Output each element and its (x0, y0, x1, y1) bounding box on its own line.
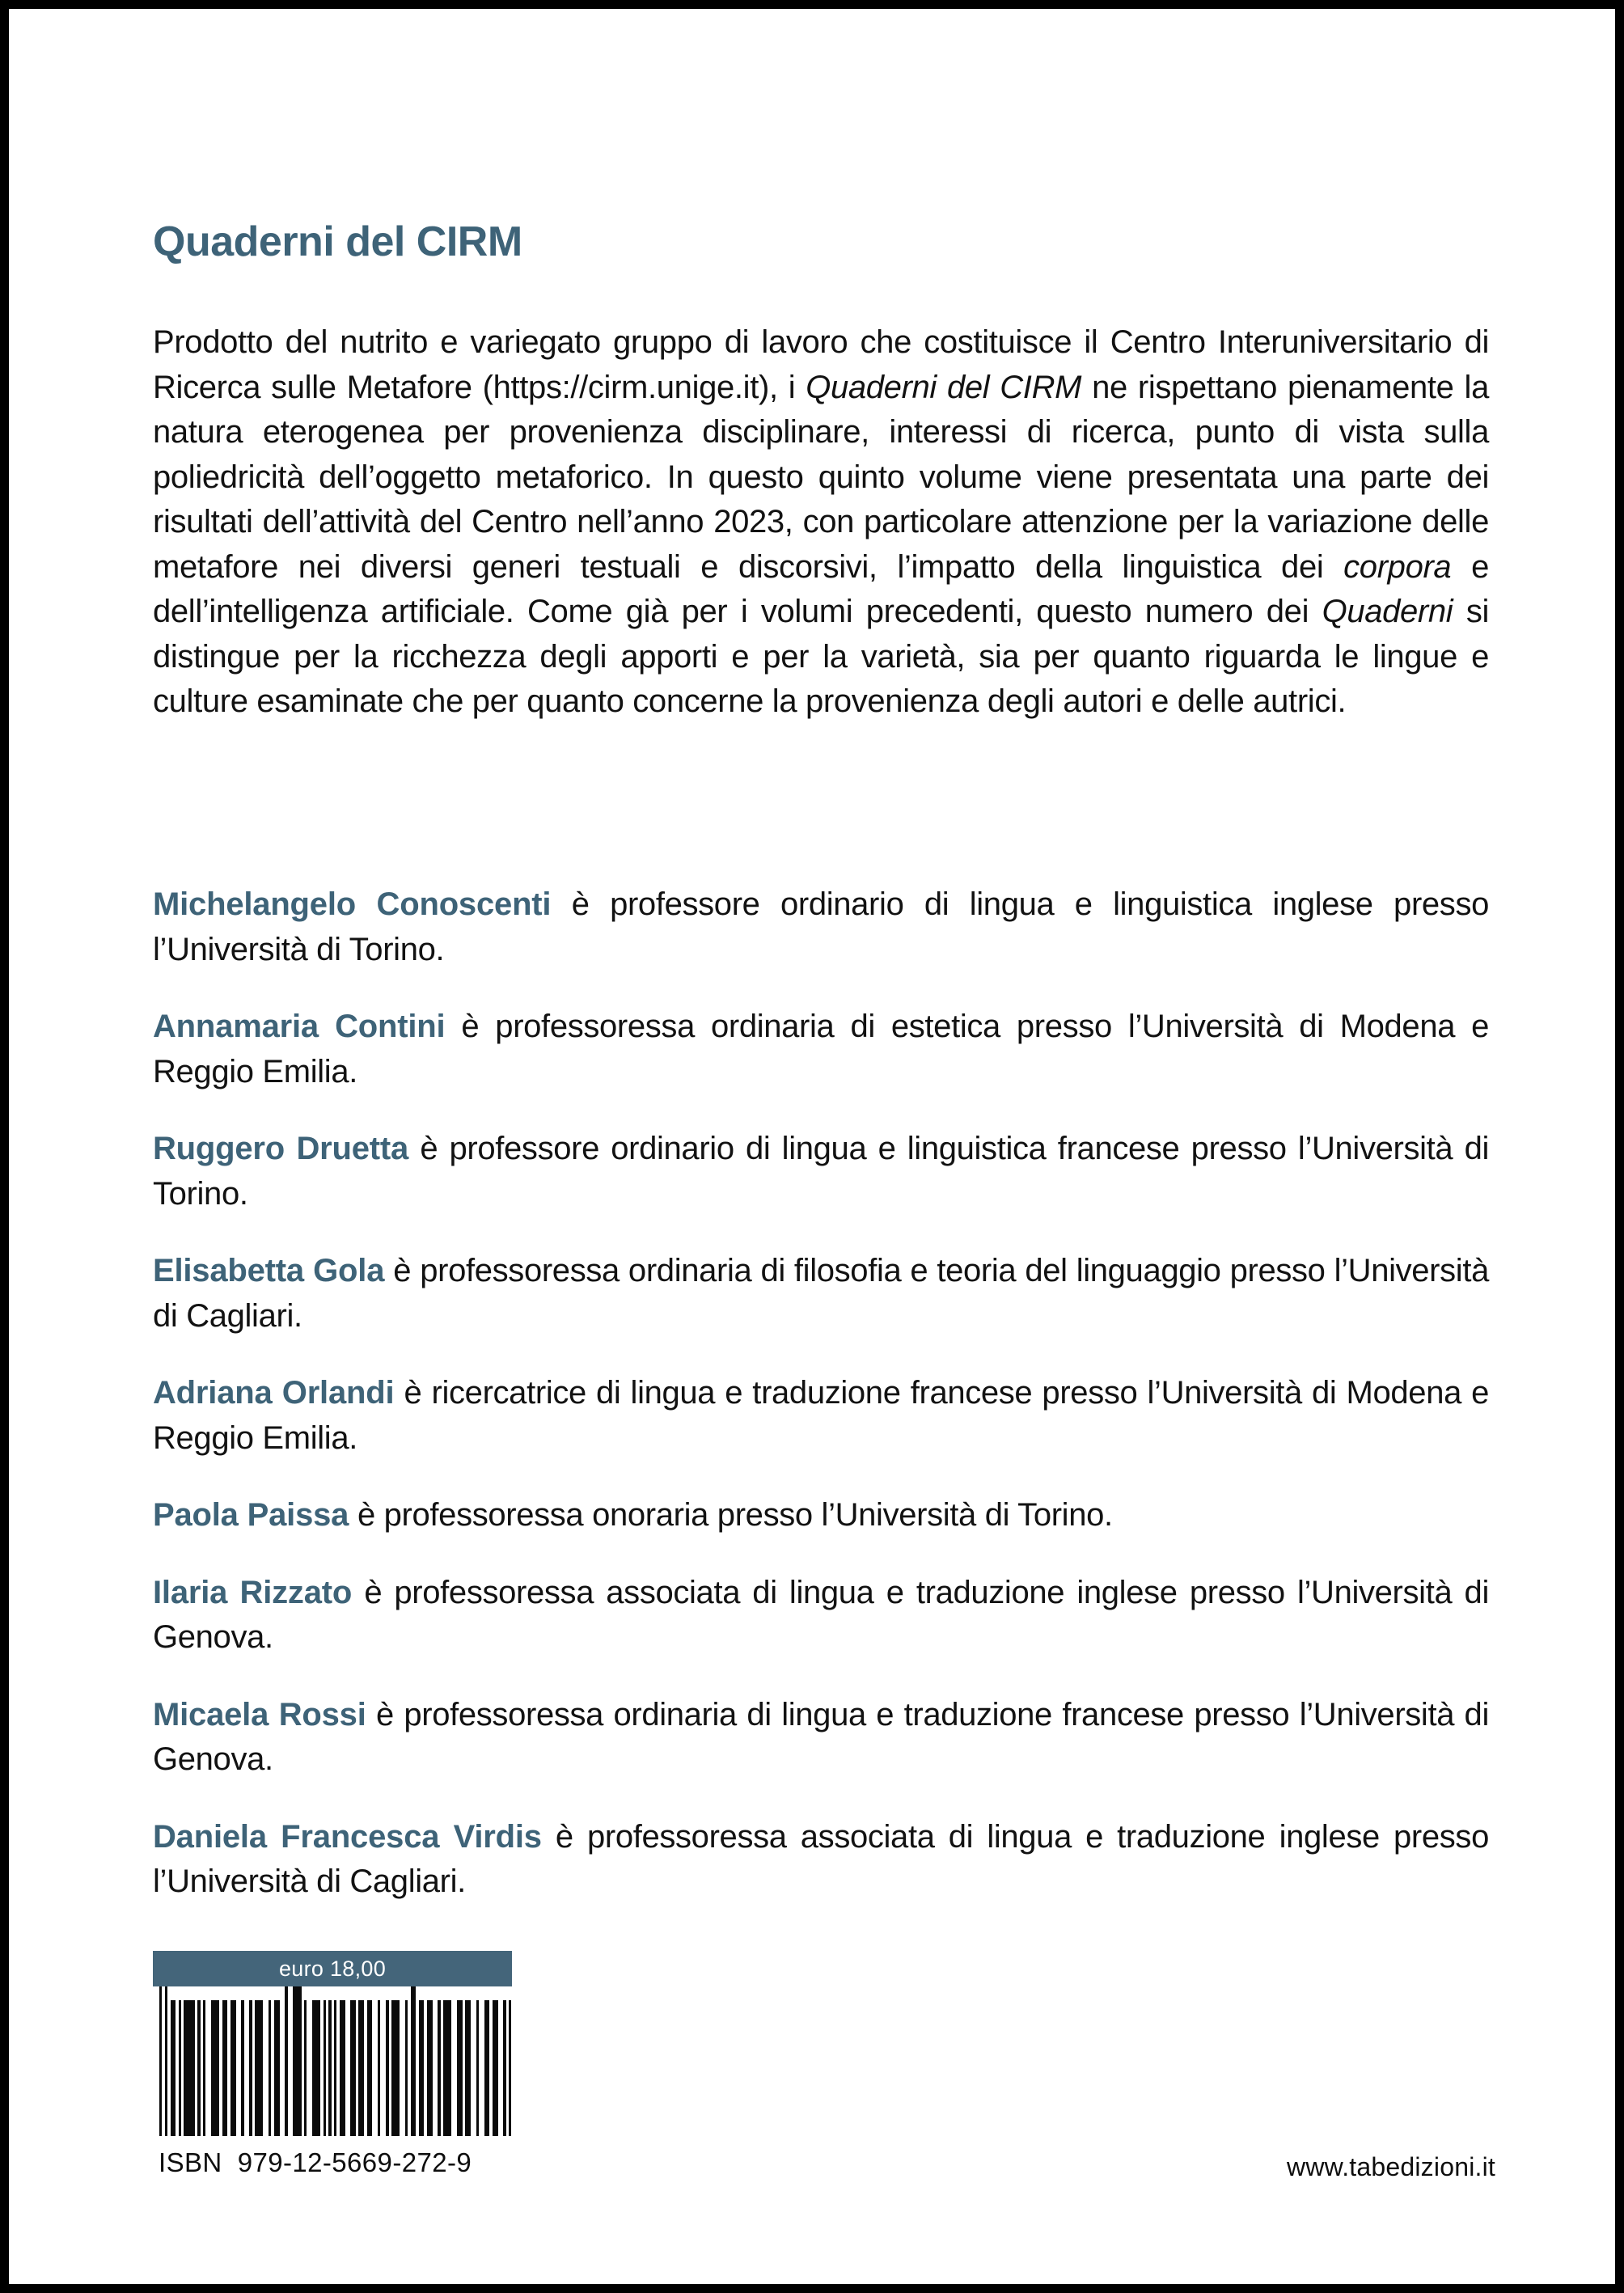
barcode-bar (367, 2000, 373, 2136)
barcode-space (479, 1986, 484, 2136)
barcode-space (380, 1986, 386, 2136)
barcode-bar (230, 2000, 236, 2136)
barcode-bar (211, 2000, 219, 2136)
barcode-bar (222, 2000, 228, 2136)
author-bio (153, 1005, 1489, 1094)
barcode-bar (484, 2000, 490, 2136)
intro-paragraph (153, 320, 1489, 725)
barcode-bar (274, 2000, 280, 2136)
isbn-label: ISBN 979-12-5669-272-9 (159, 2147, 472, 2177)
barcode-space (400, 1986, 405, 2136)
barcode-bar (255, 2000, 263, 2136)
barcode-bar (312, 2000, 320, 2136)
barcode-bar (293, 1986, 301, 2136)
page-title: Quaderni del CIRM (153, 218, 522, 265)
author-bio (153, 1815, 1489, 1905)
barcode-space (236, 1986, 242, 2136)
author-bio-list (153, 850, 1489, 1905)
barcode-space (280, 1986, 285, 2136)
author-bio (153, 882, 1489, 972)
barcode-bar (350, 2000, 356, 2136)
barcode-space (263, 1986, 269, 2136)
barcode-space (307, 1986, 312, 2136)
intro-text-run: Prodotto del nutrito e variegato gruppo di lavoro che costituisce il Centro Interuniversitario di Ricerca sulle Metafore (https://cirm.unige.it), i (153, 324, 1489, 405)
author-description: è ricercatrice di lingua e traduzione francese presso l’Università di Modena e Reggio Emilia. (153, 1375, 1489, 1456)
barcode-space (433, 1986, 438, 2136)
author-description: è professore ordinario di lingua e linguistica inglese presso l’Università di Torino. (153, 886, 1490, 967)
barcode-bar (443, 2000, 451, 2136)
barcode-space (498, 1986, 504, 2136)
intro-italic-run: Quaderni (1322, 594, 1453, 629)
barcode-bar (493, 2000, 498, 2136)
author-bio (153, 1571, 1489, 1661)
publisher-website[interactable]: www.tabedizioni.it (1287, 2152, 1495, 2181)
author-name: Elisabetta Gola (153, 1253, 385, 1288)
author-description: è professoressa associata di lingua e traduzione inglese presso l’Università di Cagliari. (153, 1818, 1489, 1899)
author-name: Ruggero Druetta (153, 1131, 409, 1166)
author-description: è professoressa associata di lingua e traduzione inglese presso l’Università di Genova. (153, 1574, 1489, 1655)
author-name: Daniela Francesca Virdis (153, 1818, 542, 1855)
barcode-bar (171, 2000, 176, 2136)
barcode-space (345, 1986, 351, 2136)
author-name: Michelangelo Conoscenti (153, 886, 552, 922)
intro-text-run: si distingue per la ricchezza degli apporti e per la varietà, sia per quanto riguarda le lingue e culture esaminate che per quanto concerne la provenienza degli autori e delle autrici. (153, 594, 1489, 719)
barcode-bar (391, 2000, 400, 2136)
barcode-bar (465, 2000, 471, 2136)
author-name: Ilaria Rizzato (153, 1574, 353, 1610)
cover-content (153, 9, 1495, 2284)
author-name: Annamaria Contini (153, 1009, 446, 1044)
intro-italic-run: Quaderni del CIRM (806, 369, 1082, 405)
intro-italic-run: corpora (1343, 548, 1452, 585)
author-bio (153, 1249, 1489, 1339)
barcode-space (288, 1986, 294, 2136)
barcode-bar (340, 2000, 345, 2136)
barcode-bar (457, 2000, 463, 2136)
barcode-space (205, 1986, 211, 2136)
price-banner: euro 18,00 (153, 1951, 512, 1986)
intro-text-run: ne rispettano pienamente la natura eterogenea per provenienza disciplinare, interessi di ricerca, punto di vista sulla poliedricità dell’oggetto metaforico. In questo quinto volume viene presentata una parte dei risultati dell’attività del Centro nell’anno 2023, con particolare attenzione per la variazione delle metafore nei diversi generi testuali e discorsivi, l’impatto della linguistica dei (153, 369, 1489, 585)
author-description: è professoressa ordinaria di filosofia e teoria del linguaggio presso l’Università di Cagliari. (153, 1253, 1489, 1334)
author-description: è professoressa ordinaria di lingua e traduzione francese presso l’Università di Genova. (153, 1696, 1489, 1777)
author-bio (153, 1127, 1489, 1216)
author-name: Adriana Orlandi (153, 1375, 395, 1411)
barcode-space (244, 1986, 250, 2136)
author-description: è professore ordinario di lingua e linguistica francese presso l’Università di Torino. (153, 1131, 1490, 1212)
barcode-bar (427, 2000, 433, 2136)
author-bio (153, 1693, 1489, 1783)
author-name: Paola Paissa (153, 1497, 349, 1533)
barcode-bar (358, 2000, 364, 2136)
author-name: Micaela Rossi (153, 1696, 366, 1732)
author-bio (153, 1493, 1489, 1538)
author-description: è professoressa onoraria presso l’Università di Torino. (349, 1497, 1113, 1533)
barcode-space (451, 1986, 457, 2136)
barcode-bar (184, 2000, 195, 2136)
barcode-space (471, 1986, 476, 2136)
author-bio (153, 1371, 1489, 1461)
barcode-bar (509, 2000, 511, 2136)
barcode-bar (419, 2000, 425, 2136)
intro-text-run: e dell’intelligenza artificiale. Come già per i volumi precedenti, questo numero dei (153, 548, 1489, 629)
barcode-space (372, 1986, 378, 2136)
author-description: è professoressa ordinaria di estetica presso l’Università di Modena e Reggio Emilia. (153, 1009, 1489, 1089)
barcode-bar (411, 1986, 417, 2136)
book-back-cover (9, 9, 1615, 2284)
ean13-barcode (159, 1986, 512, 2136)
